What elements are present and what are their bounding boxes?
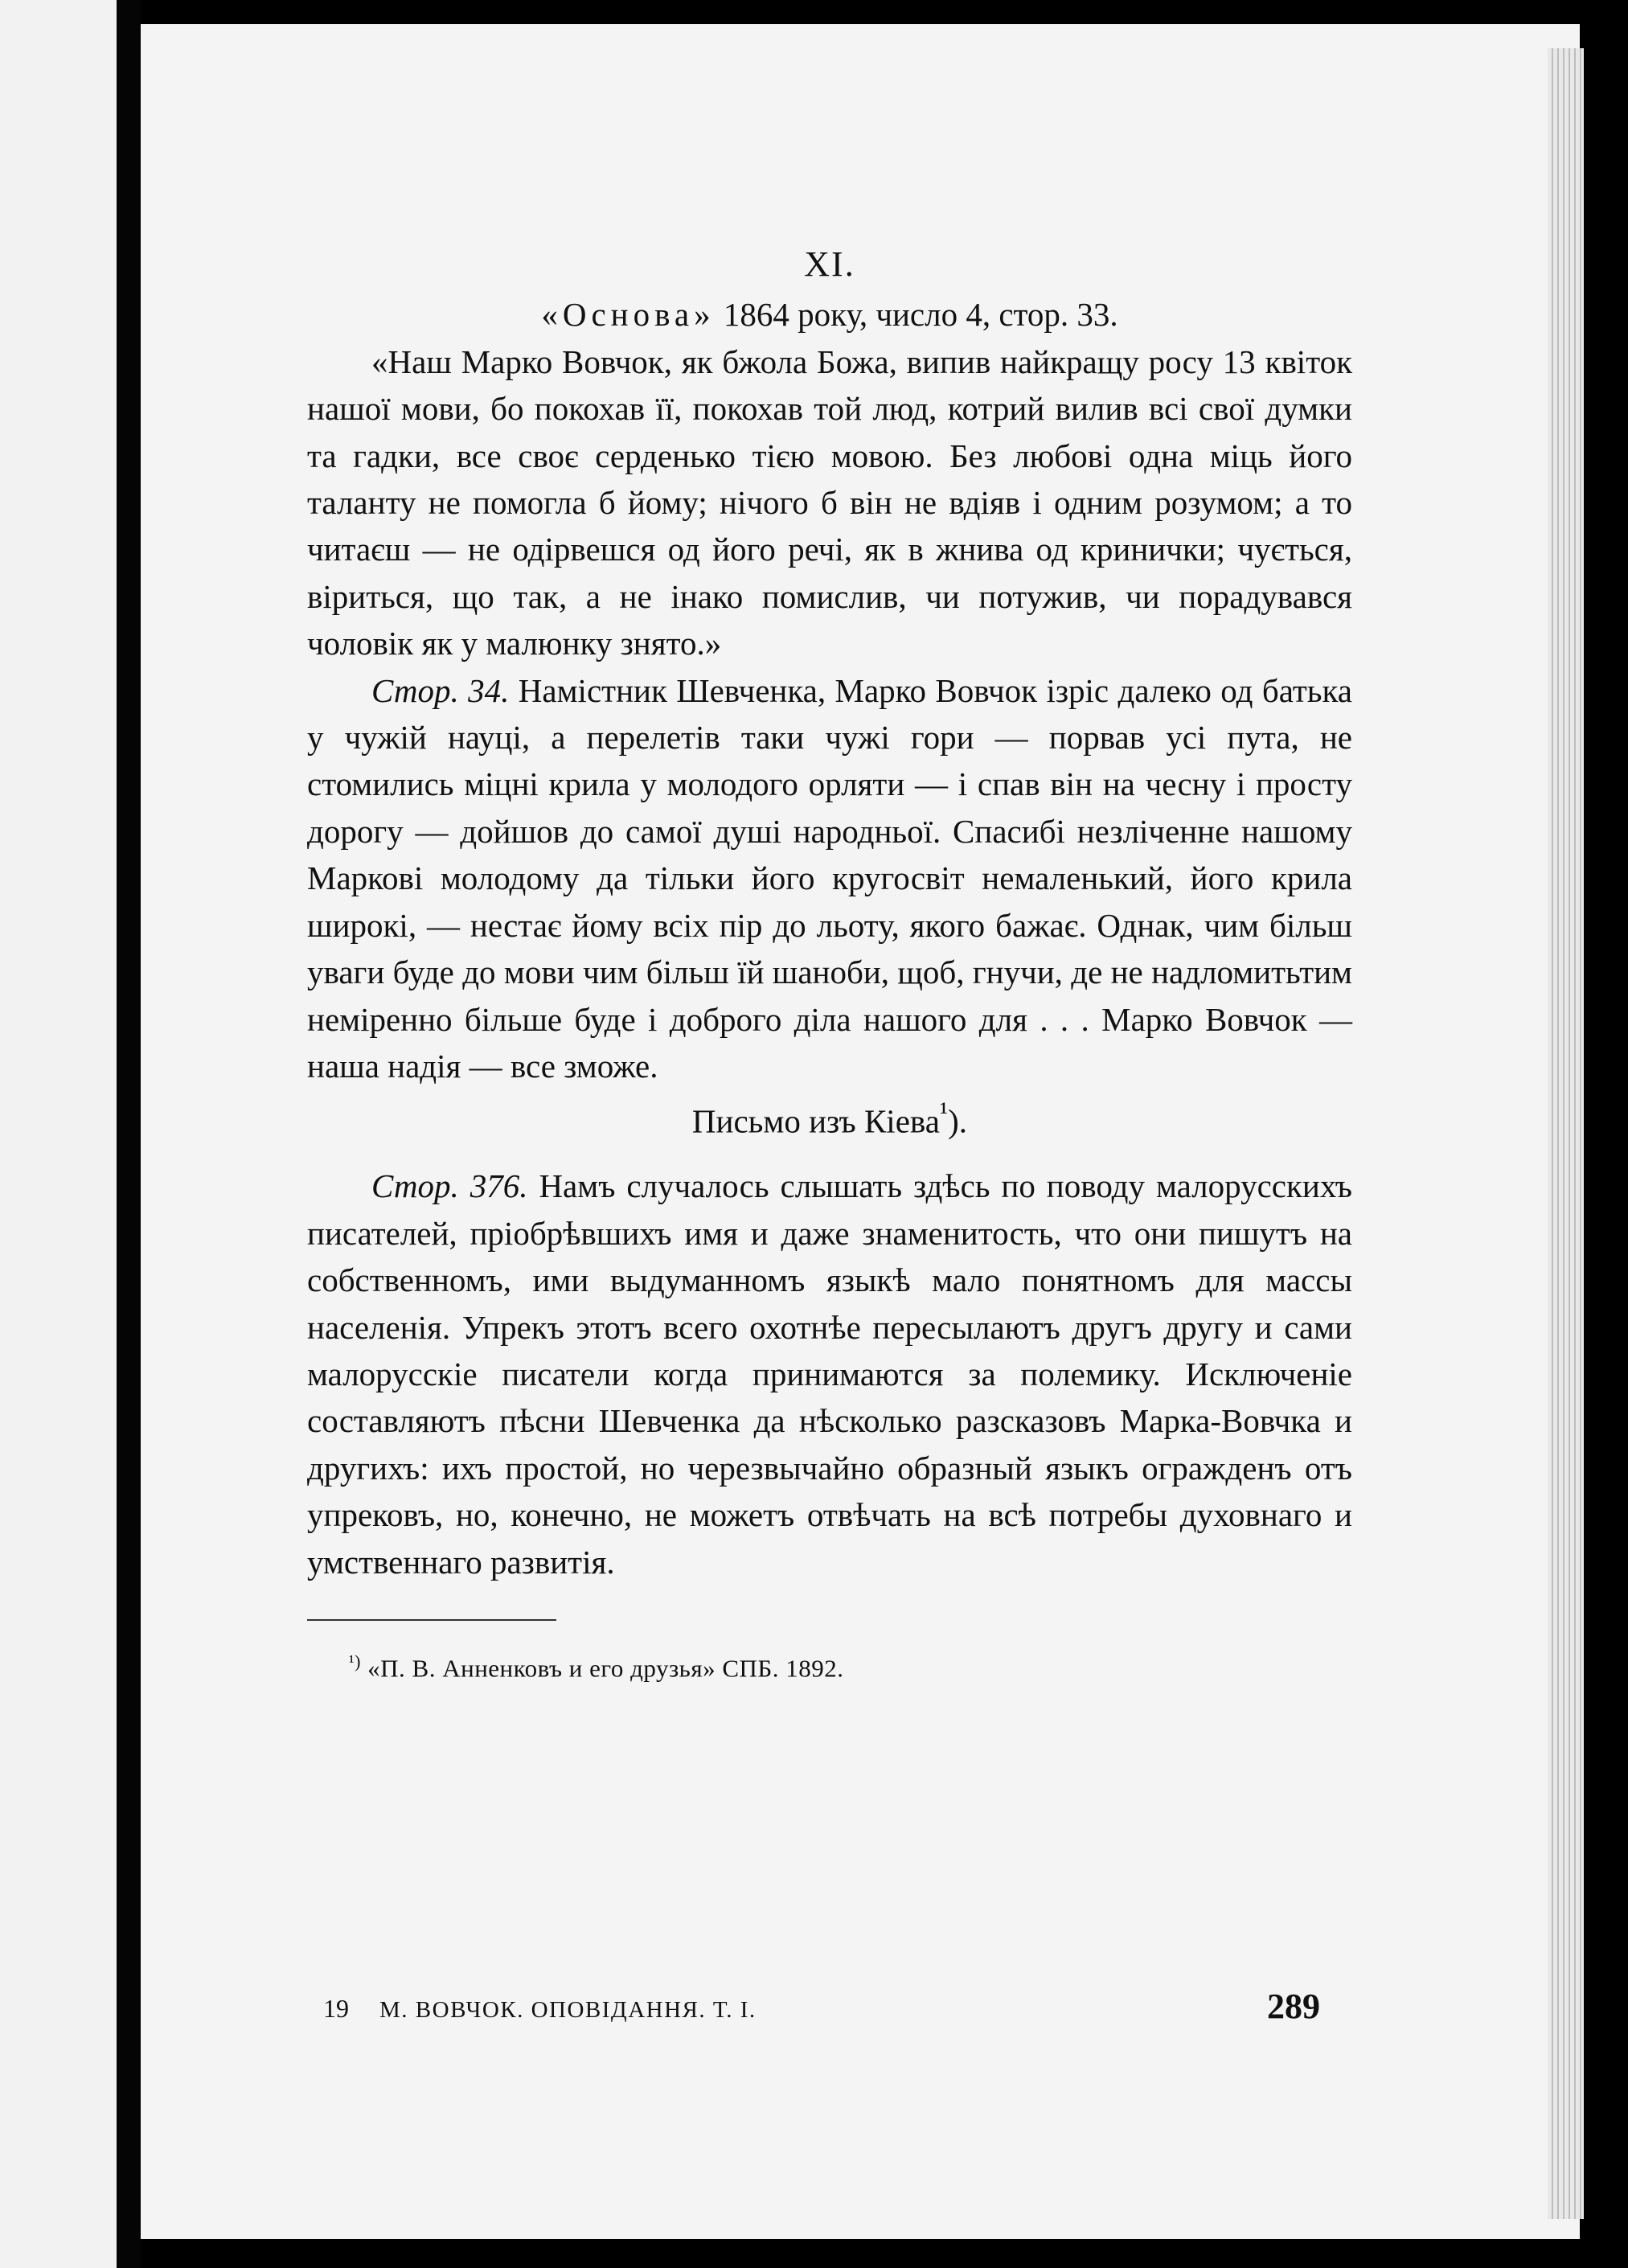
footnote-mark: ¹) xyxy=(349,1651,361,1672)
source-citation xyxy=(307,291,1352,338)
book-gutter xyxy=(117,0,141,2268)
footnote-divider xyxy=(307,1619,556,1621)
page-number: 289 xyxy=(1267,1987,1320,2026)
running-footer: М. ВОВЧОК. ОПОВІДАННЯ. Т. І. xyxy=(379,1997,757,2023)
paragraph-page-34 xyxy=(307,667,1352,1090)
letter-title xyxy=(307,1089,1352,1145)
section-heading: XI. xyxy=(804,244,855,284)
page-edges xyxy=(1548,48,1584,2219)
quote-paragraph: «Наш Марко Вовчок, як бжола Божа, випив найкращу росу 13 квіток нашої мови, бо покохав її, покохав той люд, котрий вилив всі свої думки та гадки, все своє серденько тією мовою. Без любові одна міць його таланту не помогла б йому; нічого б він не вдіяв і одним розумом; а то читаєш — не одірвешся од його речі, як в жнива од кринички; чується, віриться, що так, а не інако помислив, чи потужив, чи порадувався чоловік як у малюнку знято.» xyxy=(307,342,1352,662)
source-details: 1864 року, число 4, стор. 33. xyxy=(715,296,1118,334)
letter-title-text: Письмо изъ Кіева xyxy=(691,1102,940,1140)
page-reference-34: Стор. 34. xyxy=(371,671,510,709)
adjacent-page-strip xyxy=(0,0,117,2268)
footnote-text: «П. В. Анненковъ и его друзья» СПБ. 1892. xyxy=(360,1654,844,1683)
paragraph-page-376-text: Намъ случалось слышать здѣсь по поводу малорусскихъ писателей, пріобрѣвшихъ имя и даже знаменитость, что они пишутъ на собственномъ, ими выдуманномъ языкѣ мало понятномъ для массы населенія. Упрекъ этотъ всего охотнѣе пересылаютъ другъ другу и сами малорусскіе писатели когда принимаются за полемику. Исключеніе составляютъ пѣсни Шевченка да нѣсколько разсказовъ Марка-Вовчка и другихъ: ихъ простой, но черезвычайно образный языкъ огражденъ отъ упрековъ, но, конечно, не можетъ отвѣчать на всѣ потребы духовнаго и умственнаго развитія. xyxy=(307,1167,1352,1581)
page-footer xyxy=(323,1986,1320,2034)
signature-number: 19 xyxy=(323,1994,349,2023)
letter-title-close: ). xyxy=(948,1102,968,1140)
page-reference-376: Стор. 376. xyxy=(371,1167,528,1205)
paragraph-page-376 xyxy=(307,1163,1352,1585)
footnote xyxy=(349,1638,1352,1692)
letter-footnote-mark: ¹ xyxy=(939,1097,949,1128)
source-journal: «Основа» xyxy=(541,296,716,334)
paragraph-page-34-text: Намістник Шевченка, Марко Вовчок ізріс далеко од батька у чужій науці, а перелетів таки чужі гори — порвав усі пута, не стомились міцні крила у молодого орляти — і спав він на чесну і просту дорогу — дойшов до самої душі народньої. Спасибі незліченне нашому Маркові молодому да тільки його кругосвіт немаленький, його крила широкі, — нестає йому всіх пір до льоту, якого бажає. Однак, чим більш уваги буде до мови чим більш їй шаноби, щоб, гнучи, де не надломитьтим неміренно більше буде і доброго діла нашого для . . . Марко Вовчок — наша надія — все зможе. xyxy=(307,671,1352,1085)
page-text-block xyxy=(307,241,1352,1692)
